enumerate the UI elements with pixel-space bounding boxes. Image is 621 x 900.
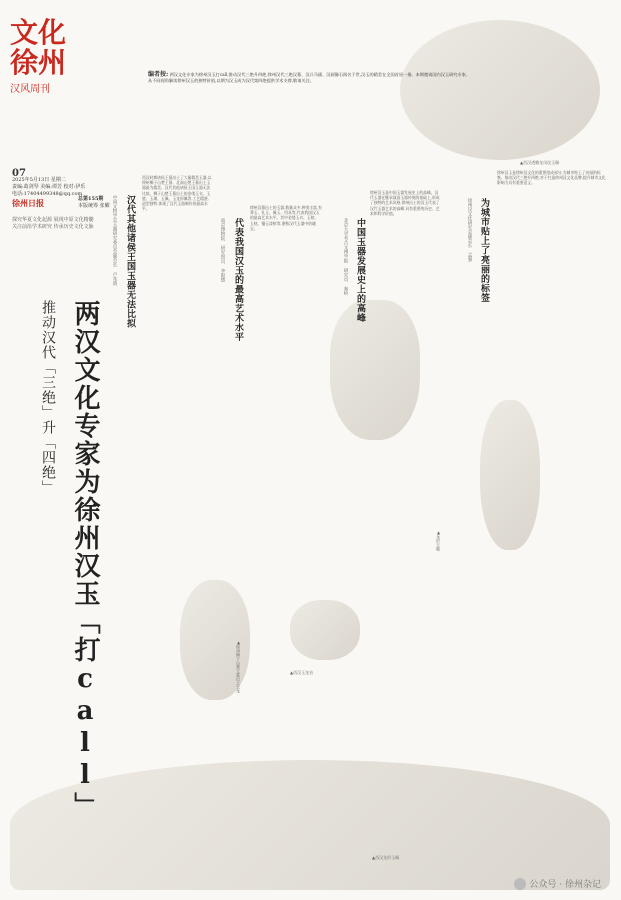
- paper-name: 徐州日报: [12, 198, 44, 208]
- publish-date: 2025年5月13日 星期二: [12, 177, 66, 183]
- masthead-title: 文化徐州: [10, 16, 67, 79]
- mottos: [12, 216, 137, 230]
- section-3-title: 中国玉器发展史上的高峰: [355, 218, 365, 323]
- caption-1: ▲西汉透雕龙凤纹玉佩: [520, 160, 560, 165]
- issue-number: 总第155期: [78, 196, 104, 202]
- masthead-meta: [12, 170, 132, 198]
- section-2-author: 南京博物院 研究馆员 李银德: [220, 218, 225, 282]
- caption-2: ▲徐州狮子山楚王墓出土玉龙: [236, 640, 241, 693]
- section-4-body: 徐州汉玉是徐州汉文化的重要组成部分,为城市贴上了亮丽的标签。推动汉代三绝升四绝,对于打造徐州汉文化品牌,提升城市文化影响力具有重要意义。: [497, 170, 606, 186]
- motto-1: 探究华夏文化起源: [12, 217, 53, 223]
- jade-arc-bottom: [10, 760, 610, 890]
- jade-disc-top-right: [400, 20, 600, 160]
- issue-sub: 本版统筹 张曜: [78, 203, 110, 209]
- section-3-author: 北京大学考古文博学院 研究员 秦岭: [343, 218, 348, 296]
- motto-4: 传承历史文化文脉: [53, 224, 94, 230]
- masthead-subtitle: 汉风周刊: [10, 84, 50, 95]
- caption-4: ▲西汉玉龙首: [290, 670, 314, 675]
- contact-phone: 电话:17404499348@qq.com: [12, 191, 83, 197]
- section-1-body: 西汉时期诸侯王墓出土了大量精美玉器,以徐州狮子山楚王墓、北洞山楚王墓出土玉器最为精美。汉代其他诸侯王国玉器无法比拟。狮子山楚王墓出土的金缕玉衣、玉璧、玉璜、玉佩、玉龙形佩等,工艺精湛,造型独特,体现了汉代玉器制作的最高水平。: [142, 175, 212, 212]
- wechat-icon: [514, 878, 526, 890]
- sub-headline: 推动汉代「三绝」升「四绝」: [40, 300, 56, 495]
- section-1-author: 中国文物学会玉器研究委员会副会长 卢兆荫: [112, 195, 117, 286]
- motto-3: 关注前沿学术研究: [12, 224, 53, 230]
- watermark-text: 公众号 · 徐州杂记: [529, 879, 601, 890]
- section-3-body: 徐州汉玉是中国玉器发展史上的高峰。汉代玉器在继承战国玉器传统的基础上,形成了独特的艺术风格,徐州出土的汉玉代表了汉代玉器艺术的高峰,具有重要的历史、艺术和科学价值。: [370, 190, 440, 216]
- section-4-title: 为城市贴上了亮丽的标签: [479, 198, 489, 303]
- section-2-title: 代表我国汉玉的最高艺术水平: [233, 218, 243, 342]
- section-2-body: 徐州汉墓出土的玉器,数量众多,种类丰富,有葬玉、礼玉、佩玉、用具等,代表我国汉玉的最高艺术水平。其中金缕玉衣、玉棺、玉枕、镶玉漆棺等,堪称汉代玉器中的瑰宝。: [250, 205, 322, 231]
- motto-2: 展现中原文化精髓: [53, 217, 94, 223]
- editor-note-lead: 编者按:: [148, 71, 169, 78]
- main-headline: 两汉文化专家为徐州汉玉「打call」: [70, 300, 100, 820]
- caption-5: ▲西汉龙形玉佩: [372, 855, 400, 860]
- page-number: 07: [12, 168, 26, 179]
- issue-info: [78, 196, 110, 210]
- section-1-title: 汉代其他诸侯王国玉器无法比拟: [125, 195, 135, 328]
- caption-3: ▲龙形玉佩: [436, 530, 441, 551]
- editor-note: [148, 72, 468, 84]
- editor-note-body: 两汉文化专家为徐州汉玉打call,推动汉代三绝升四绝,徐州汉代三绝汉墓、汉兵马俑、汉画像石闻名于世,汉玉的精美在全国首屈一指。本期邀请国内汉玉研究专家,从不同视角解读徐州汉玉的独特价值,以期为汉玉成为汉代第四绝提供学术支撑,敬请关注。: [148, 72, 468, 83]
- masthead: [10, 18, 130, 168]
- section-4-author: 徐州汉文化研究会副会长 孟强: [467, 198, 472, 262]
- jade-dragon-middle: [290, 600, 360, 660]
- editor-credits: 责编:葛剑琴 美编:谭芳 校对:伊乐: [12, 184, 86, 190]
- wechat-watermark: [514, 877, 601, 891]
